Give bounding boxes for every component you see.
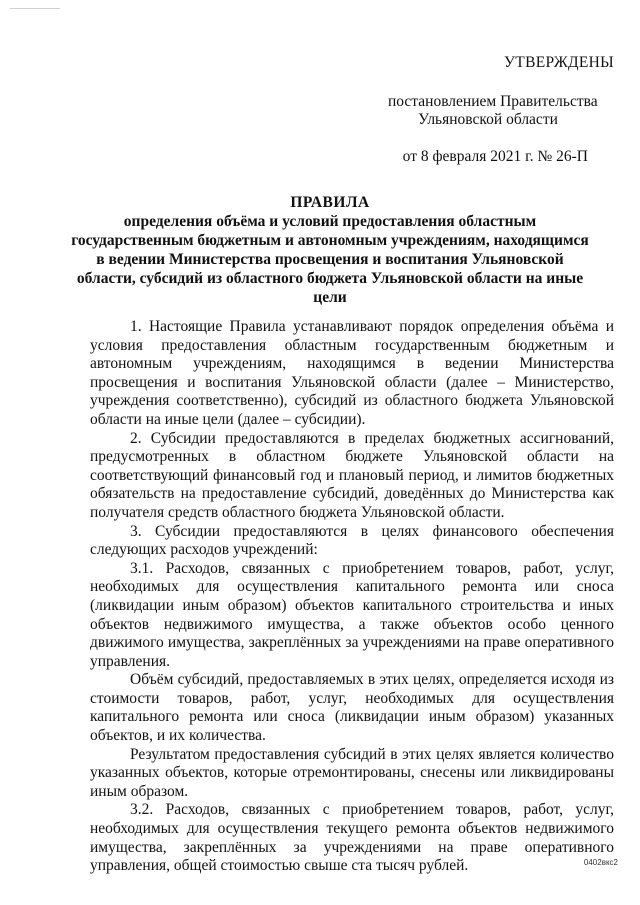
footer-document-code: 0402вкс2 [583, 858, 618, 867]
paragraph-1: 1. Настоящие Правила устанавливают порядок определения объёма и условия предоставления областным государственным бюджетным и автономным учреждениям, находящимся в ведении Министерства просвещения и воспитания Ульяновской области (далее – Министерство, учреждения соответственно), субсидий из областного бюджета Ульяновской области на иные цели (далее – субсидии). [90, 318, 614, 428]
document-subtitle: определения объёма и условий предоставления областным государственным бюджетным и автономным учреждениям, находящимся в ведении Министерства просвещения и воспитания Ульяновской области, субсидий из областного бюджета Ульяновской области на иные цели [71, 213, 589, 306]
document-body [90, 318, 614, 876]
document-title: ПРАВИЛА [290, 194, 370, 211]
paragraph-3-1-result: Результатом предоставления субсидий в этих целях является количество указанных объектов, которые отремонтированы, снесены или ликвидированы иным образом. [90, 745, 614, 800]
paragraph-2: 2. Субсидии предоставляются в пределах бюджетных ассигнований, предусмотренных в областном бюджете Ульяновской области на соответствующий финансовый год и плановый период, и лимитов бюджетных обязательств на предоставление субсидий, доведённых до Министерства как получателя средств областного бюджета Ульяновской области. [90, 429, 614, 521]
paragraph-3-1: 3.1. Расходов, связанных с приобретением товаров, работ, услуг, необходимых для осуществления капитального ремонта или сноса (ликвидации иным образом) объектов капитального строительства и иных объектов недвижимого имущества, а также объектов особо ценного движимого имущества, закреплённых за учреждениями на праве оперативного управления. [90, 559, 614, 670]
approval-line-1: постановлением Правительства [388, 93, 598, 110]
paragraph-3-1-volume: Объём субсидий, предоставляемых в этих целях, определяется исходя из стоимости товаров, работ, услуг, необходимых для осуществления капитального ремонта или сноса (ликвидации иным образом) указанных объектов, и их количества. [90, 671, 614, 745]
paragraph-3-2: 3.2. Расходов, связанных с приобретением товаров, работ, услуг, необходимых для осуществления текущего ремонта объектов недвижимого имущества, закреплённых за учреждениями на праве оперативного управления, общей стоимостью свыше ста тысяч рублей. [90, 801, 614, 875]
approved-heading: УТВЕРЖДЕНЫ [504, 54, 614, 71]
document-title-block [70, 193, 590, 307]
paragraph-3: 3. Субсидии предоставляются в целях финансового обеспечения следующих расходов учреждений: [90, 522, 614, 559]
scan-artifact [10, 8, 60, 9]
approval-date-number: от 8 февраля 2021 г. № 26-П [402, 148, 588, 165]
approval-line-2: Ульяновской области [418, 111, 558, 128]
